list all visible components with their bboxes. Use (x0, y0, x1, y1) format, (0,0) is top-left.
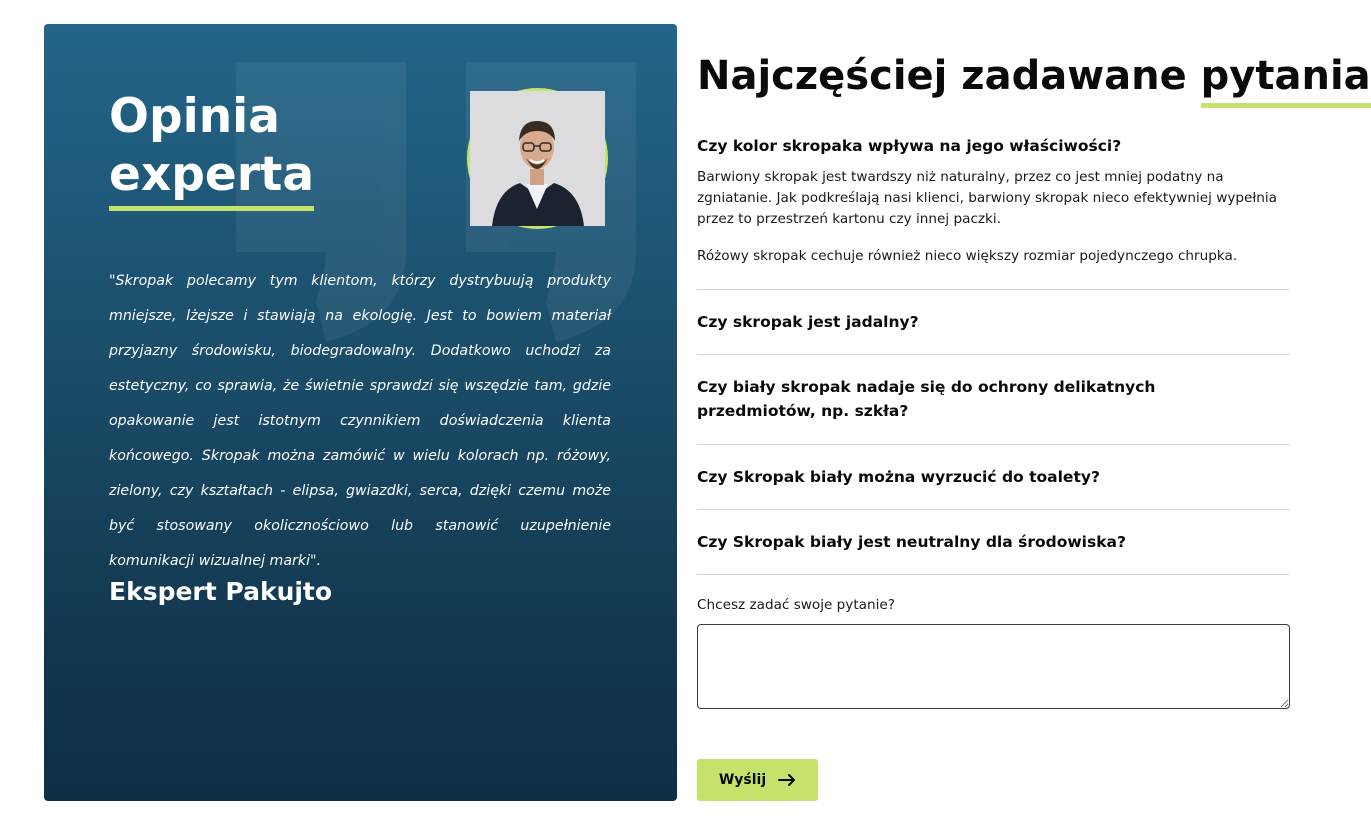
expert-opinion-panel (44, 24, 677, 801)
arrow-right-icon (778, 774, 796, 786)
faq-item (697, 445, 1290, 510)
faq-answer (697, 167, 1290, 267)
expert-heading (109, 88, 314, 205)
faq-item (697, 355, 1290, 445)
faq-item (697, 290, 1290, 355)
expert-heading-line2: experta (109, 146, 314, 205)
faq-item (697, 510, 1290, 575)
faq-answer-paragraph: Barwiony skropak jest twardszy niż naturalny, przez co jest mniej podatny na zgniatanie. Jak podkreślają nasi klienci, barwiony skropak nieco efektywniej wypełnia przez to przestrzeń kartonu czy innej paczki. (697, 169, 1278, 227)
faq-question-toilet[interactable]: Czy Skropak biały można wyrzucić do toalety? (697, 468, 1100, 486)
faq-question-color[interactable]: Czy kolor skropaka wpływa na jego właściwości? (697, 137, 1122, 155)
faq-title-main: Najczęściej zadawane (697, 53, 1201, 99)
faq-title (697, 50, 1371, 102)
expert-quote: "Skropak polecamy tym klientom, którzy dystrybuują produkty mniejsze, lżejsze i stawiają na ekologię. Jest to bowiem materiał przyjazny środowisku, biodegradowalny. Dodatkowo uchodzi za estetyczny, co sprawia, że świetnie sprawdzi się wszędzie tam, gdzie opakowanie jest istotnym czynnikiem doświadczenia klienta końcowego. Skropak można zamówić w wielu kolorach np. różowy, zielony, czy kształtach - elipsa, gwiazdki, serca, dzięki czemu może być stosowany okolicznościowo lub stanowić uzupełnienie komunikacji wizualnej marki". (109, 273, 611, 569)
faq-answer-paragraph: Różowy skropak cechuje również nieco większy rozmiar pojedynczego chrupka. (697, 248, 1238, 264)
faq-question-environment[interactable]: Czy Skropak biały jest neutralny dla środowiska? (697, 533, 1126, 551)
expert-photo (470, 91, 605, 226)
expert-avatar (467, 88, 608, 229)
expert-name: Ekspert Pakujto (109, 577, 333, 606)
faq-question-edible[interactable]: Czy skropak jest jadalny? (697, 313, 919, 331)
faq-title-highlight: pytania (1201, 50, 1371, 102)
send-button-label: Wyślij (718, 772, 767, 788)
faq-question-fragile[interactable]: Czy biały skropak nadaje się do ochrony delikatnych przedmiotów, np. szkła? (697, 378, 1156, 420)
ask-question-textarea[interactable] (697, 624, 1290, 709)
ask-question-label: Chcesz zadać swoje pytanie? (697, 597, 895, 613)
expert-heading-line1: Opinia (109, 89, 280, 144)
faq-list (697, 129, 1290, 575)
faq-item (697, 129, 1290, 290)
send-button[interactable] (697, 759, 818, 801)
